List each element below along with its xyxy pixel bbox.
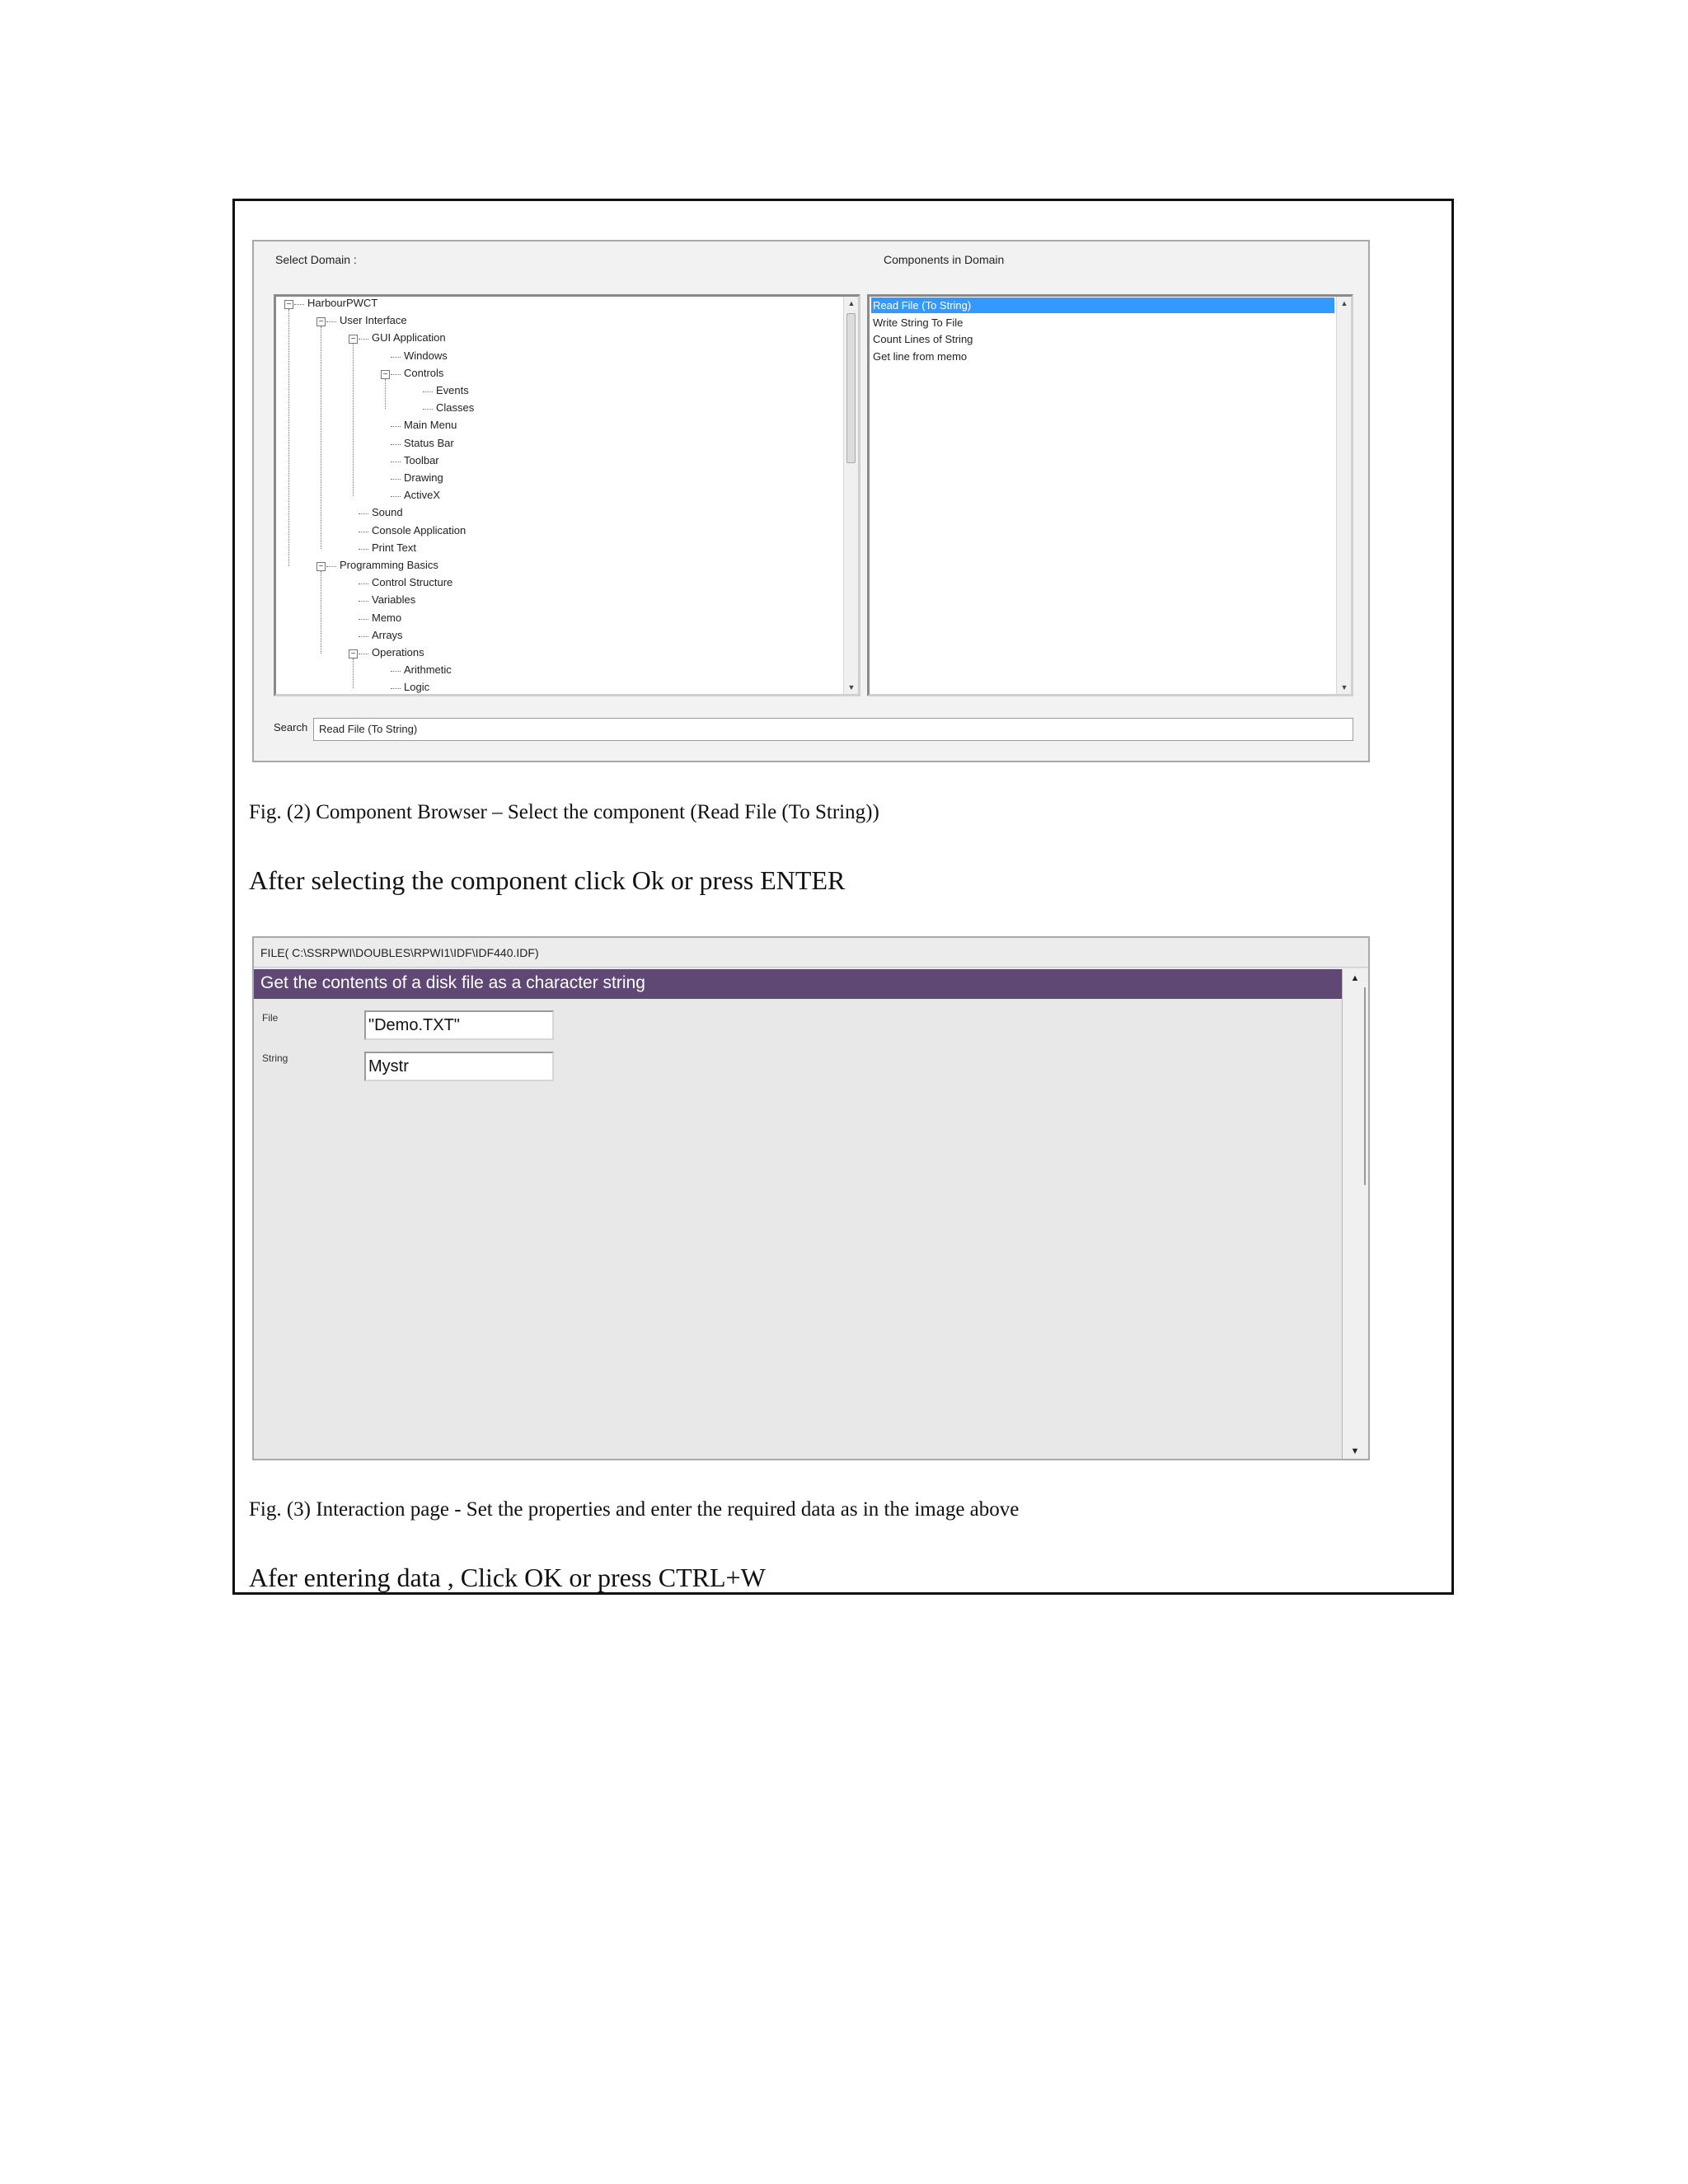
tree-node[interactable]: Console Application bbox=[372, 523, 467, 537]
tree-node[interactable]: Variables bbox=[372, 593, 416, 607]
window-title: FILE( C:\SSRPWI\DOUBLES\RPWI1\IDF\IDF440.IDF) bbox=[254, 938, 1368, 968]
tree-connector bbox=[391, 496, 401, 497]
tree-node[interactable]: Control Structure bbox=[372, 576, 453, 589]
search-input[interactable]: Read File (To String) bbox=[313, 718, 1353, 741]
domain-tree[interactable] bbox=[274, 294, 860, 696]
tree-connector bbox=[359, 619, 368, 620]
tree-connector bbox=[359, 636, 368, 637]
collapse-toggle-icon[interactable]: − bbox=[349, 335, 358, 344]
tree-node[interactable]: Logic bbox=[404, 681, 430, 694]
tree-connector bbox=[391, 479, 401, 480]
tree-guide bbox=[288, 309, 289, 566]
tree-node[interactable]: GUI Application bbox=[372, 331, 446, 344]
tree-connector bbox=[423, 391, 433, 392]
components-list[interactable] bbox=[867, 294, 1353, 696]
search-label: Search bbox=[274, 721, 308, 733]
tree-node[interactable]: Arrays bbox=[372, 628, 403, 641]
collapse-toggle-icon[interactable]: − bbox=[381, 370, 390, 379]
scroll-down-icon[interactable]: ▼ bbox=[1350, 1446, 1360, 1456]
tree-node[interactable]: Print Text bbox=[372, 541, 416, 554]
tree-node[interactable]: User Interface bbox=[340, 314, 407, 327]
tree-node[interactable]: ActiveX bbox=[404, 489, 441, 502]
component-description-banner: Get the contents of a disk file as a character string bbox=[254, 969, 1342, 999]
tree-node[interactable]: Status Bar bbox=[404, 436, 454, 449]
interaction-page-screenshot bbox=[252, 936, 1370, 1460]
tree-connector bbox=[391, 357, 401, 358]
string-field-label: String bbox=[262, 1052, 288, 1064]
tree-connector bbox=[391, 426, 401, 427]
figure2-caption: Fig. (2) Component Browser – Select the component (Read File (To String)) bbox=[249, 801, 879, 823]
component-item[interactable]: Count Lines of String bbox=[873, 333, 973, 345]
instruction-1: After selecting the component click Ok or press ENTER bbox=[249, 865, 846, 895]
tree-connector bbox=[294, 304, 304, 305]
scroll-up-icon[interactable]: ▲ bbox=[847, 299, 856, 307]
tree-connector bbox=[359, 549, 368, 550]
tree-node[interactable]: Windows bbox=[404, 349, 448, 362]
figure3-caption: Fig. (3) Interaction page - Set the properties and enter the required data as in the image above bbox=[249, 1498, 1020, 1521]
tree-node[interactable]: Operations bbox=[372, 646, 424, 658]
tree-connector bbox=[391, 444, 401, 445]
tree-connector bbox=[359, 583, 368, 584]
page-scrollbar[interactable] bbox=[1342, 969, 1368, 1460]
tree-connector bbox=[359, 339, 368, 340]
collapse-toggle-icon[interactable]: − bbox=[349, 649, 358, 658]
tree-guide bbox=[353, 658, 354, 688]
tree-node[interactable]: Arithmetic bbox=[404, 663, 452, 677]
component-browser-screenshot bbox=[252, 240, 1370, 762]
scroll-down-icon[interactable]: ▼ bbox=[1340, 683, 1348, 691]
tree-node[interactable]: Sound bbox=[372, 506, 403, 519]
collapse-toggle-icon[interactable]: − bbox=[316, 317, 326, 326]
tree-node[interactable]: Classes bbox=[436, 401, 475, 415]
component-item[interactable]: Read File (To String) bbox=[871, 298, 1334, 313]
tree-connector bbox=[326, 566, 336, 567]
tree-connector bbox=[391, 374, 401, 375]
component-item[interactable]: Write String To File bbox=[873, 316, 964, 329]
string-field[interactable]: Mystr bbox=[364, 1052, 554, 1081]
tree-node[interactable]: Programming Basics bbox=[340, 559, 438, 571]
tree-node[interactable]: HarbourPWCT bbox=[307, 297, 378, 309]
tree-connector bbox=[423, 409, 433, 410]
scroll-thumb[interactable] bbox=[846, 313, 856, 463]
tree-guide bbox=[353, 344, 354, 496]
select-domain-label: Select Domain : bbox=[275, 253, 357, 266]
tree-connector bbox=[359, 601, 368, 602]
tree-node[interactable]: Memo bbox=[372, 611, 402, 624]
component-item[interactable]: Get line from memo bbox=[873, 349, 968, 363]
tree-node[interactable]: Main Menu bbox=[404, 419, 457, 432]
tree-node[interactable]: Toolbar bbox=[404, 453, 439, 466]
components-scrollbar[interactable] bbox=[1336, 297, 1351, 694]
tree-node[interactable]: Drawing bbox=[404, 471, 443, 484]
file-field[interactable]: "Demo.TXT" bbox=[364, 1010, 554, 1040]
instruction-2: Afer entering data , Click OK or press CTRL+W bbox=[249, 1563, 766, 1592]
tree-guide bbox=[385, 379, 386, 409]
components-in-domain-label: Components in Domain bbox=[884, 253, 1005, 266]
tree-connector bbox=[359, 513, 368, 514]
collapse-toggle-icon[interactable]: − bbox=[284, 300, 293, 309]
collapse-toggle-icon[interactable]: − bbox=[316, 562, 326, 571]
scroll-thumb[interactable] bbox=[1354, 987, 1366, 1185]
tree-connector bbox=[391, 671, 401, 672]
scroll-up-icon[interactable]: ▲ bbox=[1350, 973, 1360, 983]
tree-connector bbox=[391, 688, 401, 689]
tree-scrollbar[interactable] bbox=[843, 297, 858, 694]
tree-node[interactable]: Controls bbox=[404, 366, 444, 379]
tree-node[interactable]: Events bbox=[436, 384, 469, 396]
file-field-label: File bbox=[262, 1012, 279, 1024]
tree-connector bbox=[326, 321, 336, 322]
scroll-up-icon[interactable]: ▲ bbox=[1340, 299, 1348, 307]
scroll-down-icon[interactable]: ▼ bbox=[847, 683, 856, 691]
